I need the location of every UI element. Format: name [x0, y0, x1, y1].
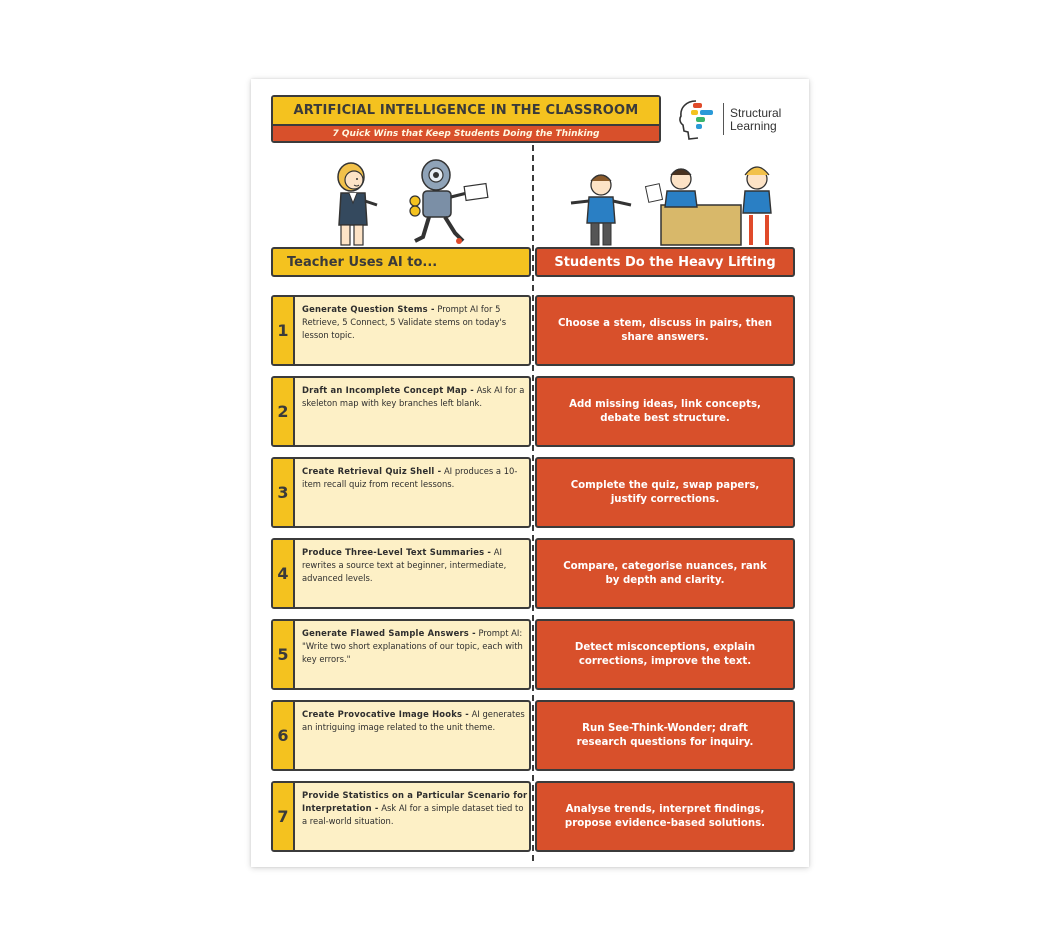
teacher-step: [271, 619, 531, 690]
step-body: AI produces a 10-item recall quiz from recent lessons.: [302, 466, 518, 489]
step-text: [302, 789, 528, 828]
step-body: AI rewrites a source text at beginner, intermediate, advanced levels.: [302, 547, 507, 583]
student-action: Compare, categorise nuances, rank by depth and clarity.: [535, 538, 795, 609]
teacher-column-heading: Teacher Uses AI to...: [271, 247, 531, 277]
step-title: Generate Question Stems -: [302, 304, 435, 314]
list-item: [271, 376, 795, 447]
step-title: Provide Statistics on a Particular Scenario for Interpretation -: [302, 790, 528, 813]
list-item: [271, 700, 795, 771]
step-title: Create Provocative Image Hooks -: [302, 709, 469, 719]
page-title: ARTIFICIAL INTELLIGENCE IN THE CLASSROOM: [273, 97, 659, 124]
step-number: 5: [273, 621, 295, 688]
list-item: [271, 295, 795, 366]
step-body: Ask AI for a skeleton map with key branches left blank.: [302, 385, 525, 408]
teacher-step: [271, 538, 531, 609]
step-text: [302, 627, 528, 666]
teacher-step: [271, 295, 531, 366]
list-item: [271, 457, 795, 528]
step-number: 7: [273, 783, 295, 850]
structural-learning-logo: [676, 97, 801, 143]
teacher-step: [271, 700, 531, 771]
step-body: Prompt AI for 5 Retrieve, 5 Connect, 5 Validate stems on today's lesson topic.: [302, 304, 507, 340]
step-title: Generate Flawed Sample Answers -: [302, 628, 476, 638]
step-title: Produce Three-Level Text Summaries -: [302, 547, 492, 557]
logo-line-2: Learning: [730, 119, 777, 133]
student-action: Analyse trends, interpret findings, propose evidence-based solutions.: [535, 781, 795, 852]
logo-divider: [723, 103, 724, 135]
list-item: [271, 781, 795, 852]
teacher-figure: [321, 157, 391, 249]
step-number: 2: [273, 378, 295, 445]
step-text: [302, 465, 528, 491]
step-body: AI generates an intriguing image related to the unit theme.: [302, 709, 525, 732]
logo-text: [730, 107, 781, 133]
student-action: Add missing ideas, link concepts, debate best structure.: [535, 376, 795, 447]
student-action: Detect misconceptions, explain corrections, improve the text.: [535, 619, 795, 690]
student-column-heading: Students Do the Heavy Lifting: [535, 247, 795, 277]
step-text: [302, 303, 528, 342]
step-number: 1: [273, 297, 295, 364]
robot-figure: [401, 157, 501, 249]
students-figure: [561, 161, 791, 249]
student-action: Choose a stem, discuss in pairs, then share answers.: [535, 295, 795, 366]
step-number: 3: [273, 459, 295, 526]
step-title: Draft an Incomplete Concept Map -: [302, 385, 474, 395]
step-number: 6: [273, 702, 295, 769]
step-body: Ask AI for a simple dataset tied to a real-world situation.: [302, 803, 524, 826]
teacher-step: [271, 781, 531, 852]
student-action: Run See-Think-Wonder; draft research questions for inquiry.: [535, 700, 795, 771]
list-item: [271, 619, 795, 690]
title-banner: [271, 95, 661, 143]
step-title: Create Retrieval Quiz Shell -: [302, 466, 442, 476]
infographic-card: [251, 79, 809, 867]
teacher-step: [271, 457, 531, 528]
student-action: Complete the quiz, swap papers, justify corrections.: [535, 457, 795, 528]
step-body: Prompt AI: "Write two short explanations of our topic, each with key errors.": [302, 628, 523, 664]
logo-line-1: Structural: [730, 106, 782, 120]
teacher-step: [271, 376, 531, 447]
step-text: [302, 384, 528, 410]
step-number: 4: [273, 540, 295, 607]
step-text: [302, 708, 528, 734]
list-item: [271, 538, 795, 609]
brain-logo-icon: [676, 97, 720, 143]
step-text: [302, 546, 528, 585]
page-subtitle: 7 Quick Wins that Keep Students Doing the Thinking: [273, 124, 659, 141]
